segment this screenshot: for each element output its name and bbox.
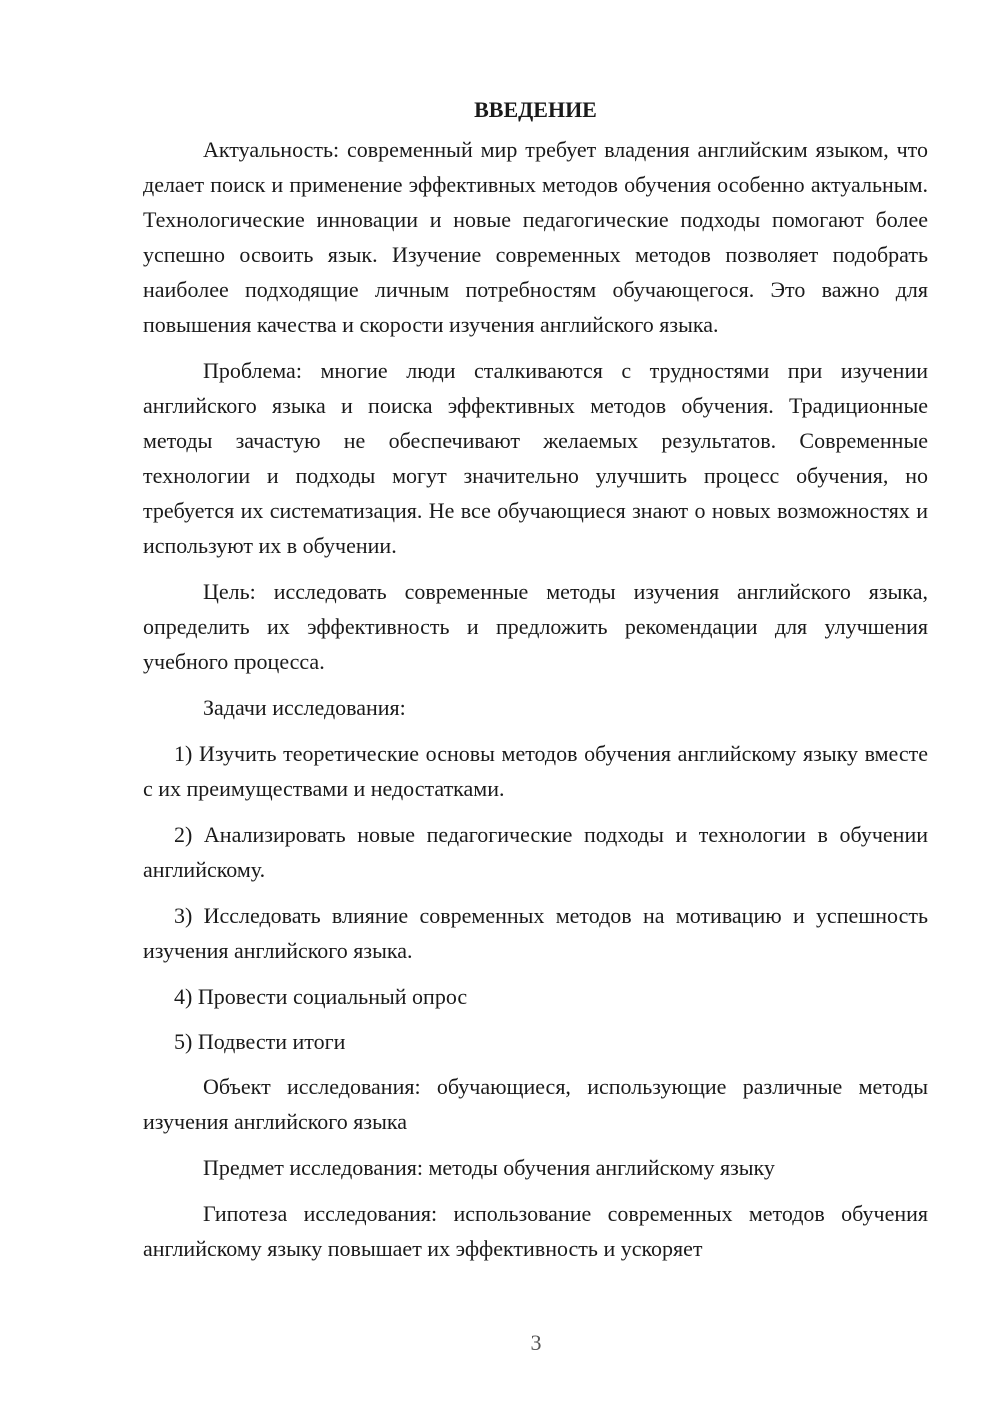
paragraph-object: Объект исследования: обучающиеся, использующие различные методы изучения английского языка: [143, 1074, 928, 1134]
list-item: 4) Провести социальный опрос: [174, 984, 468, 1009]
list-item: 5) Подвести итоги: [174, 1029, 346, 1054]
list-item: 1) Изучить теоретические основы методов обучения английскому языку вместе с их преимуществами и недостатками.: [143, 741, 928, 801]
paragraph-hypothesis: Гипотеза исследования: использование современных методов обучения английскому языку повышает их эффективность и ускоряет: [143, 1201, 928, 1261]
tasks-title: Задачи исследования:: [203, 695, 406, 720]
paragraph-goal: Цель: исследовать современные методы изучения английского языка, определить их эффективность и предложить рекомендации для улучшения учебного процесса.: [143, 579, 928, 674]
list-item: 3) Исследовать влияние современных методов на мотивацию и успешность изучения английского языка.: [143, 903, 928, 963]
paragraph-subject: Предмет исследования: методы обучения английскому языку: [203, 1155, 775, 1180]
paragraph-problem: Проблема: многие люди сталкиваются с трудностями при изучении английского языка и поиска эффективных методов обучения. Традиционные методы зачастую не обеспечивают желаемых результатов. Современные технологии и подходы могут значительно улучшить процесс обучения, но требуется их систематизация. Не все обучающиеся знают о новых возможностях и используют их в обучении.: [143, 358, 928, 558]
paragraph-relevance: Актуальность: современный мир требует владения английским языком, что делает поиск и применение эффективных методов обучения особенно актуальным. Технологические инновации и новые педагогические подходы помогают более успешно освоить язык. Изучение современных методов позволяет подобрать наиболее подходящие личным потребностям обучающегося. Это важно для повышения качества и скорости изучения английского языка.: [143, 137, 928, 337]
tasks-list: [143, 736, 928, 1059]
page-number: 3: [530, 1330, 542, 1355]
list-item: 2) Анализировать новые педагогические подходы и технологии в обучении английскому.: [143, 822, 928, 882]
page-title: ВВЕДЕНИЕ: [474, 97, 597, 122]
document-body: [143, 92, 928, 1277]
